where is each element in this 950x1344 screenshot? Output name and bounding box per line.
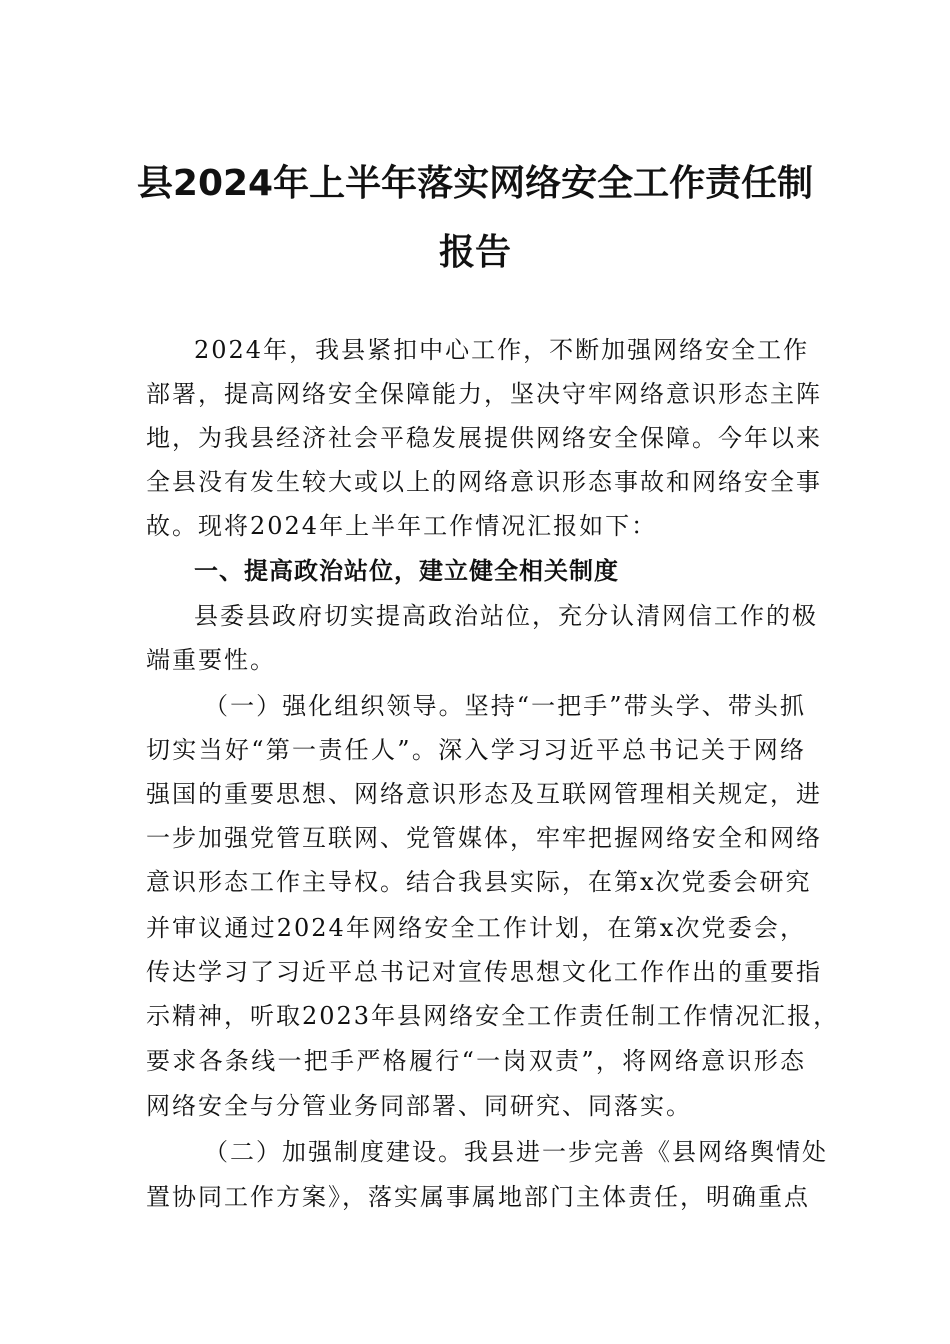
body-line: 2024年，我县紧扣中心工作，不断加强网络安全工作 xyxy=(194,336,810,364)
body-line: 县委县政府切实提高政治站位，充分认清网信工作的极 xyxy=(194,602,818,630)
body-line: 部署，提高网络安全保障能力，坚决守牢网络意识形态主阵 xyxy=(146,380,822,408)
body-line: 网络安全与分管业务同部署、同研究、同落实。 xyxy=(146,1092,692,1120)
body-line: 全县没有发生较大或以上的网络意识形态事故和网络安全事 xyxy=(146,468,822,496)
section-heading: 一、提高政治站位，建立健全相关制度 xyxy=(194,557,619,585)
body-line: 传达学习了习近平总书记对宣传思想文化工作作出的重要指 xyxy=(146,958,822,986)
document-title-line-1: 县2024年上半年落实网络安全工作责任制 xyxy=(136,163,814,204)
subsection-line: （二）加强制度建设。我县进一步完善《县网络舆情处 xyxy=(204,1138,828,1166)
body-line: 故。现将2024年上半年工作情况汇报如下： xyxy=(146,512,658,540)
body-line: 端重要性。 xyxy=(146,646,276,674)
body-line: 一步加强党管互联网、党管媒体，牢牢把握网络安全和网络 xyxy=(146,824,822,852)
body-line: 意识形态工作主导权。结合我县实际，在第x次党委会研究 xyxy=(146,868,812,896)
body-line: 要求各条线一把手严格履行“一岗双责”，将网络意识形态 xyxy=(146,1047,806,1075)
document-title-line-2: 报告 xyxy=(438,232,511,273)
body-line: 强国的重要思想、网络意识形态及互联网管理相关规定，进 xyxy=(146,780,822,808)
body-line: 地，为我县经济社会平稳发展提供网络安全保障。今年以来 xyxy=(146,424,822,452)
subsection-line: （一）强化组织领导。坚持“一把手”带头学、带头抓 xyxy=(204,692,806,720)
body-line: 置协同工作方案》，落实属事属地部门主体责任，明确重点 xyxy=(146,1183,810,1211)
body-line: 并审议通过2024年网络安全工作计划，在第x次党委会， xyxy=(146,914,806,942)
body-line: 示精神，听取2023年县网络安全工作责任制工作情况汇报， xyxy=(146,1002,840,1030)
body-line: 切实当好“第一责任人”。深入学习习近平总书记关于网络 xyxy=(146,736,806,764)
